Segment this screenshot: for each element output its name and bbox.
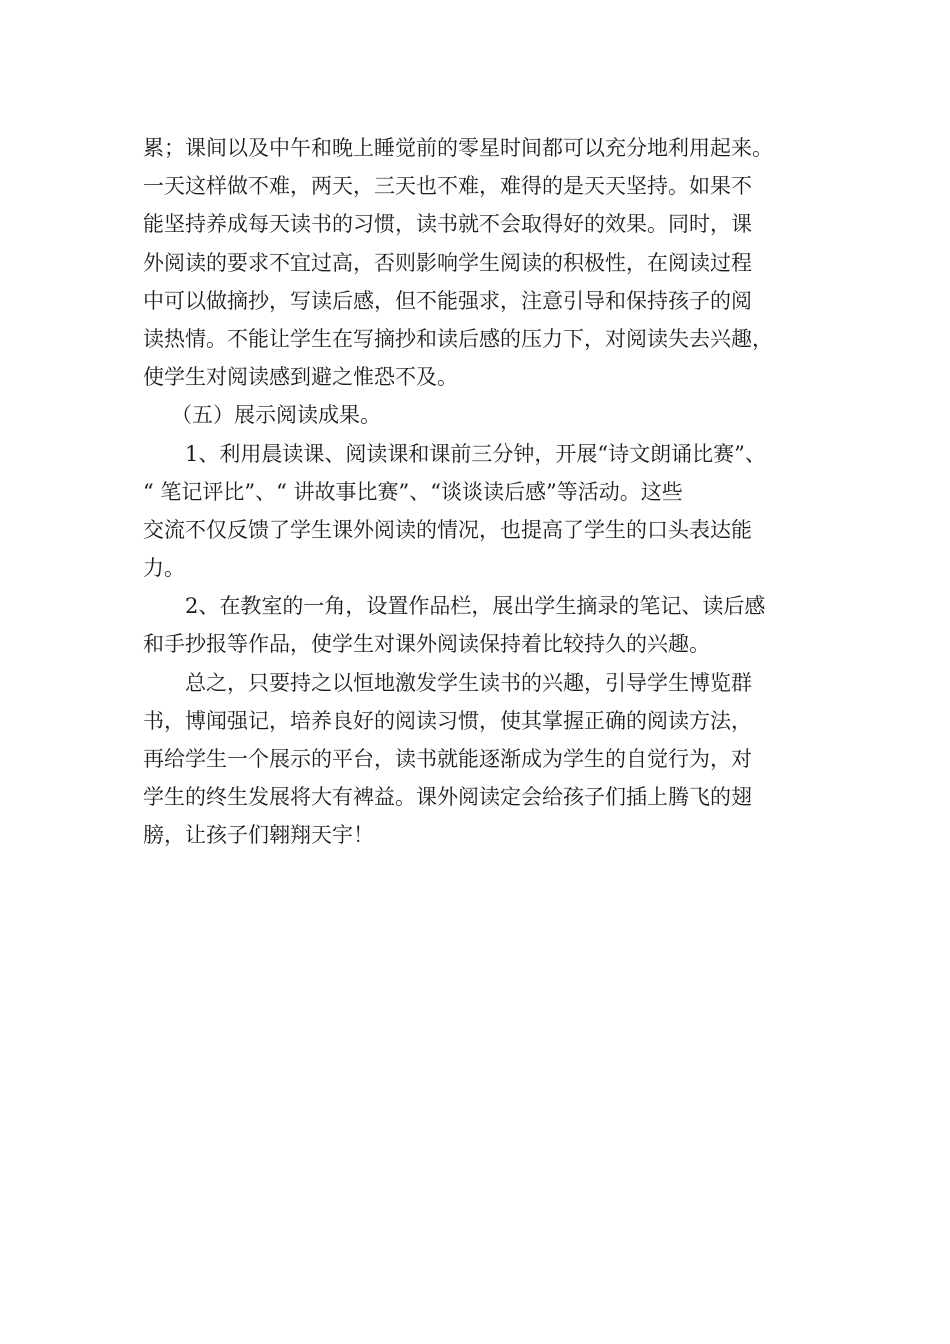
conclusion-line: 膀，让孩子们翱翔天宇！	[143, 823, 374, 848]
conclusion-line: 再给学生一个展示的平台，读书就能逐渐成为学生的自觉行为，对	[143, 747, 752, 771]
list-item-1-line: “ 笔记评比”、“ 讲故事比赛”、“谈谈读后感”等活动。这些	[143, 479, 683, 504]
text-line: 一天这样做不难，两天，三天也不难，难得的是天天坚持。如果不	[143, 174, 752, 199]
conclusion-line: 书，博闻强记，培养良好的阅读习惯，使其掌握正确的阅读方法，	[143, 708, 752, 733]
conclusion-line: 总之，只要持之以恒地激发学生读书的兴趣，引导学生博览群	[185, 670, 752, 695]
conclusion-line: 学生的终生发展将大有裨益。课外阅读定会给孩子们插上腾飞的翅	[143, 785, 752, 810]
section-heading: （五）展示阅读成果。	[171, 403, 381, 428]
text-line: 外阅读的要求不宜过高，否则影响学生阅读的积极性，在阅读过程	[143, 250, 752, 275]
body-text	[143, 129, 833, 855]
text-line: 能坚持养成每天读书的习惯，读书就不会取得好的效果。同时，课	[143, 212, 752, 237]
text-line: 中可以做摘抄，写读后感，但不能强求，注意引导和保持孩子的阅	[143, 288, 752, 313]
text-line: 使学生对阅读感到避之惟恐不及。	[143, 365, 458, 390]
text-line: 读热情。不能让学生在写摘抄和读后感的压力下，对阅读失去兴趣，	[143, 326, 773, 351]
list-item-1-line: 交流不仅反馈了学生课外阅读的情况，也提高了学生的口头表达能	[143, 517, 752, 542]
text-line: 累；课间以及中午和晚上睡觉前的零星时间都可以充分地利用起来。	[143, 136, 773, 160]
list-item-1-line: 1、利用晨读课、阅读课和课前三分钟，开展“诗文朗诵比赛”、	[185, 441, 766, 466]
list-item-1-line: 力。	[143, 556, 185, 581]
list-item-2-line: 2、在教室的一角，设置作品栏，展出学生摘录的笔记、读后感	[185, 594, 766, 619]
list-item-2-line: 和手抄报等作品，使学生对课外阅读保持着比较持久的兴趣。	[143, 632, 710, 657]
